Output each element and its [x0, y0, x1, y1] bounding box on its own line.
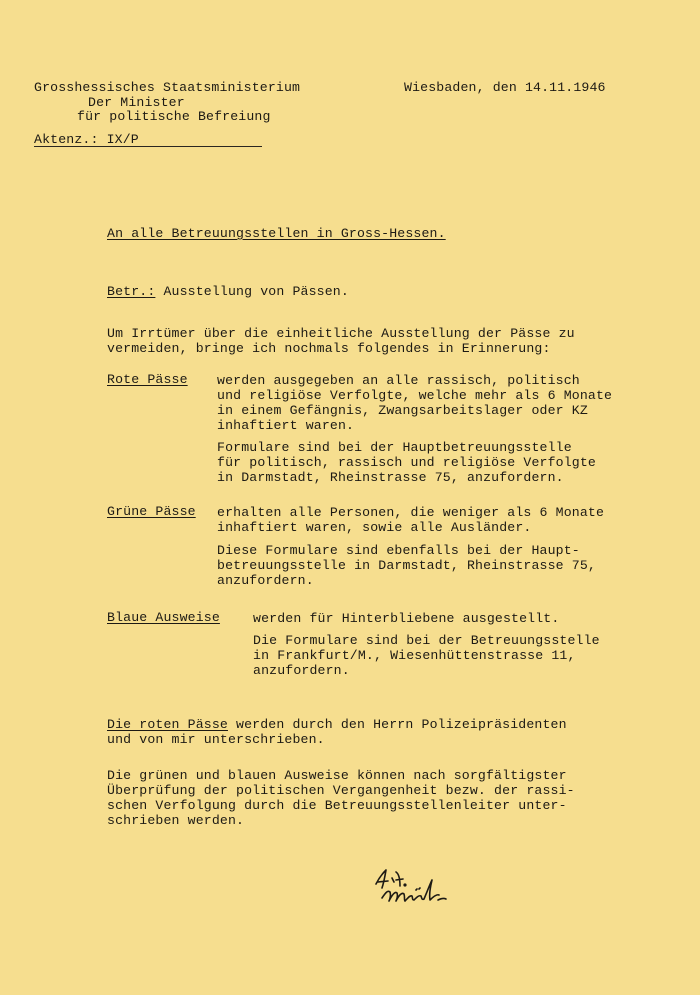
- file-reference: Aktenz.: IX/P: [34, 132, 139, 147]
- green-passes-forms: [217, 543, 596, 588]
- text-line: anzufordern.: [253, 663, 350, 678]
- signing-green-blue: [107, 768, 575, 828]
- text-fragment: werden durch den Herrn Polizeipräsidenten: [227, 717, 567, 732]
- text-line: inhaftiert waren.: [217, 418, 355, 433]
- red-passes-description: [217, 373, 612, 433]
- term-red-passes: Rote Pässe: [107, 372, 188, 387]
- text-line: betreuungsstelle in Darmstadt, Rheinstrasse 75,: [217, 558, 596, 573]
- handwritten-signature: [372, 862, 482, 912]
- term-blue-ids: Blaue Ausweise: [107, 610, 220, 625]
- text-line: und von mir unterschrieben.: [107, 732, 325, 747]
- subject-text: Ausstellung von Pässen.: [163, 284, 349, 299]
- term-green-passes: Grüne Pässe: [107, 504, 196, 519]
- text-line: inhaftiert waren, sowie alle Ausländer.: [217, 520, 532, 535]
- text-line: erhalten alle Personen, die weniger als 6 Monate: [217, 505, 605, 520]
- red-passes-emphasis: Die roten Pässe: [107, 717, 228, 732]
- green-passes-description: [217, 505, 604, 535]
- text-line: werden für Hinterbliebene ausgestellt.: [253, 611, 560, 626]
- letter-date: Wiesbaden, den 14.11.1946: [404, 80, 606, 95]
- text-line: in Frankfurt/M., Wiesenhüttenstrasse 11,: [253, 648, 576, 663]
- blue-ids-forms: [253, 633, 600, 678]
- text-line: Diese Formulare sind ebenfalls bei der Haupt-: [217, 543, 580, 558]
- text-line: Überprüfung der politischen Vergangenheit bezw. der rassi-: [107, 783, 575, 798]
- text-line: in Darmstadt, Rheinstrasse 75, anzufordern.: [217, 470, 564, 485]
- text-line: [107, 717, 567, 732]
- intro-line: Um Irrtümer über die einheitliche Ausstellung der Pässe zu: [107, 326, 575, 341]
- intro-paragraph: [107, 326, 575, 356]
- subject-line: [107, 284, 349, 299]
- recipient-line: An alle Betreuungsstellen in Gross-Hessen.: [107, 226, 446, 241]
- minister-title: Der Minister: [88, 95, 185, 110]
- text-line: schrieben werden.: [107, 813, 245, 828]
- subject-label: Betr.:: [107, 284, 156, 299]
- blue-ids-description: [253, 611, 559, 626]
- text-line: für politisch, rassisch und religiöse Verfolgte: [217, 455, 596, 470]
- text-line: schen Verfolgung durch die Betreuungsstellenleiter unter-: [107, 798, 567, 813]
- text-line: anzufordern.: [217, 573, 314, 588]
- text-line: Die grünen und blauen Ausweise können nach sorgfältigster: [107, 768, 567, 783]
- red-passes-forms: [217, 440, 596, 485]
- signing-red-passes: [107, 717, 567, 747]
- text-line: in einem Gefängnis, Zwangsarbeitslager oder KZ: [217, 403, 588, 418]
- text-line: und religiöse Verfolgte, welche mehr als 6 Monate: [217, 388, 613, 403]
- ministry-name: Grosshessisches Staatsministerium: [34, 80, 301, 95]
- text-line: Formulare sind bei der Hauptbetreuungsstelle: [217, 440, 572, 455]
- ministry-department: für politische Befreiung: [77, 109, 271, 124]
- intro-line: vermeiden, bringe ich nochmals folgendes in Erinnerung:: [107, 341, 551, 356]
- file-reference-rule: [34, 146, 262, 147]
- text-line: Die Formulare sind bei der Betreuungsstelle: [253, 633, 600, 648]
- text-line: werden ausgegeben an alle rassisch, politisch: [217, 373, 580, 388]
